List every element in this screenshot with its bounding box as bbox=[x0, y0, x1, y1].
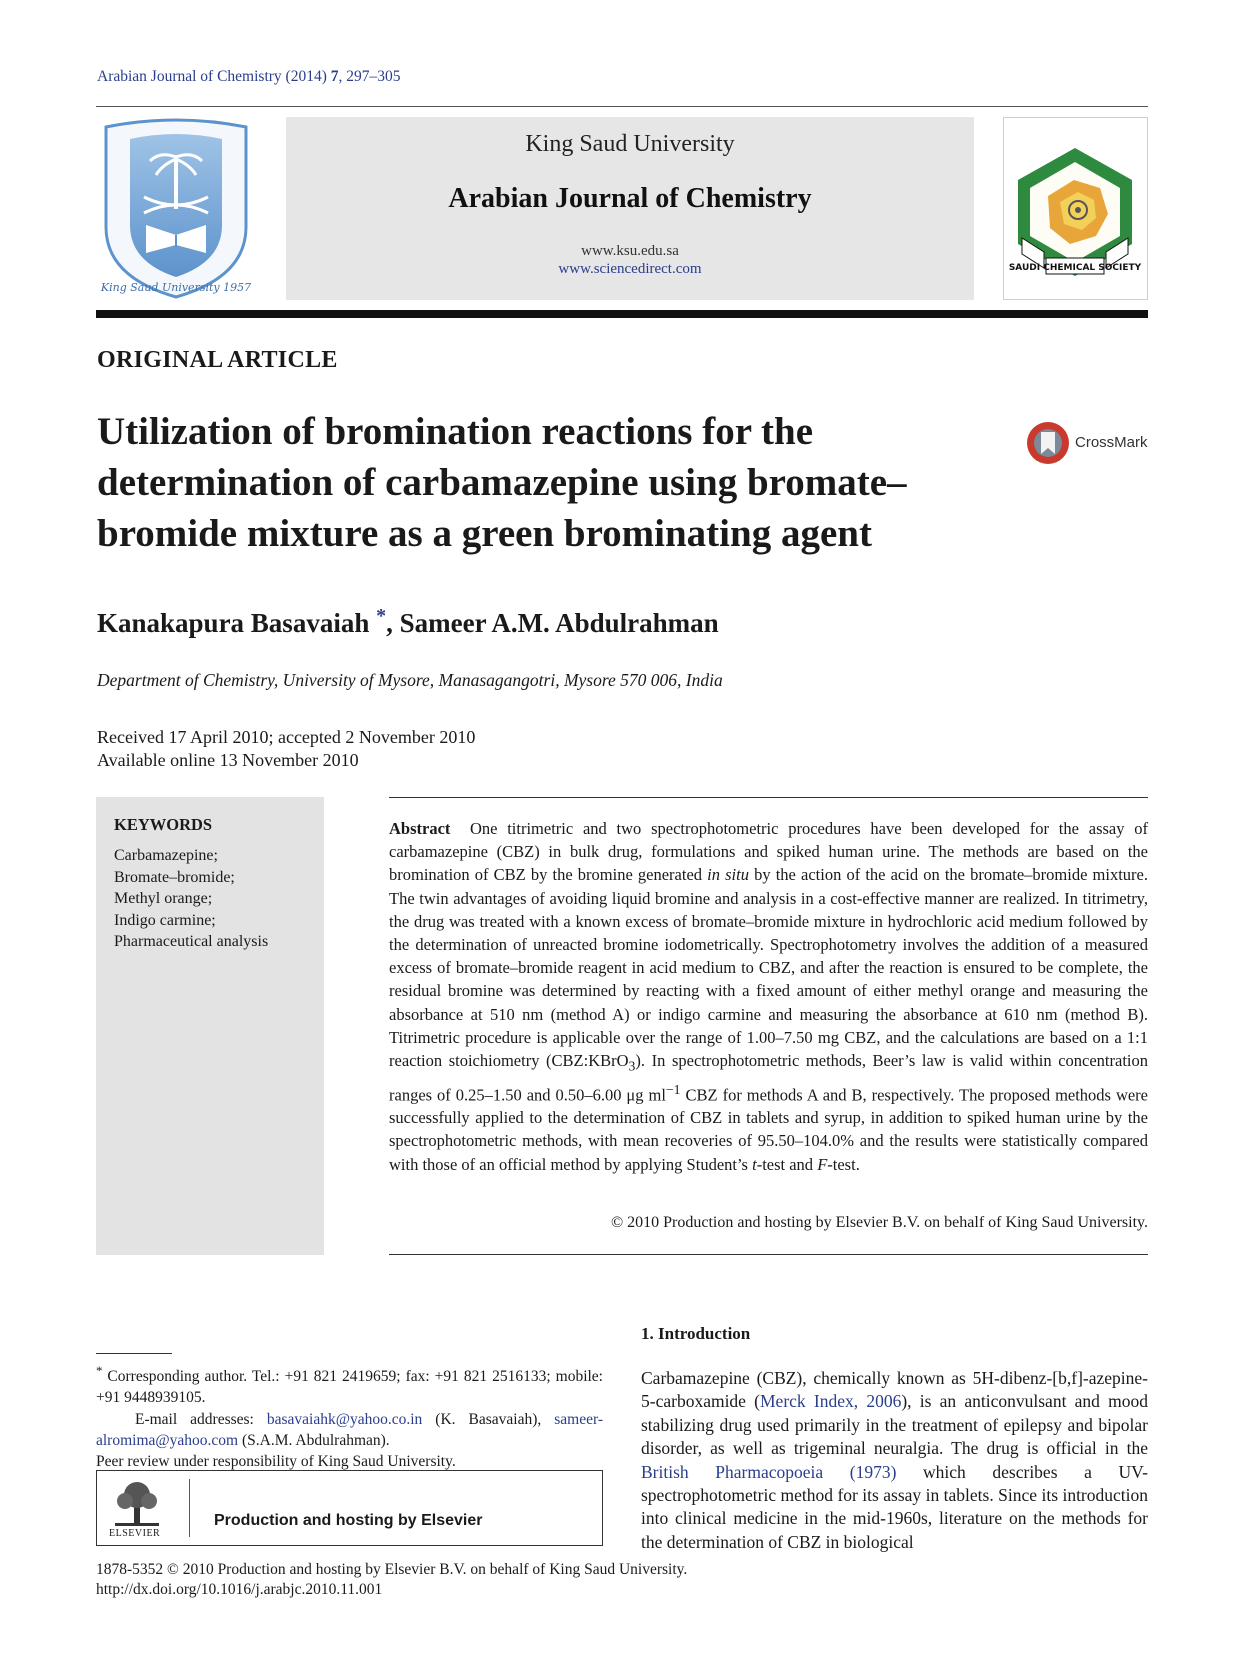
abstract-label: Abstract bbox=[389, 819, 451, 838]
abstract-rule-bottom bbox=[389, 1254, 1148, 1255]
reference-link[interactable]: Merck Index, 2006 bbox=[760, 1391, 902, 1412]
abstract-italic: t bbox=[752, 1154, 757, 1174]
abstract-rule-top bbox=[389, 797, 1148, 798]
intro-text: Carbamazepine (CBZ), chemically known as 5H-dibenz-[b,f]-azepine-5-carboxamide ( bbox=[641, 1368, 1148, 1412]
keywords-list bbox=[114, 845, 268, 953]
ksu-shield-icon bbox=[96, 117, 256, 301]
ksu-logo-text: King Saud University 1957 bbox=[100, 281, 252, 294]
journal-banner bbox=[286, 117, 974, 300]
doi-link[interactable]: http://dx.doi.org/10.1016/j.arabjc.2010.11.001 bbox=[96, 1581, 383, 1598]
sciencedirect-url-link[interactable]: www.sciencedirect.com bbox=[558, 261, 702, 277]
keyword-item: Pharmaceutical analysis bbox=[114, 933, 269, 950]
elsevier-production: Production and hosting by Elsevier bbox=[214, 1512, 483, 1529]
section-heading: 1. Introduction bbox=[641, 1324, 751, 1343]
journal-title: Arabian Journal of Chemistry bbox=[448, 183, 812, 214]
elsevier-tree-icon bbox=[111, 1479, 163, 1527]
keywords-heading: KEYWORDS bbox=[114, 815, 213, 834]
peer-review-note: Peer review under responsibility of King Saud University. bbox=[96, 1453, 456, 1471]
article-title: Utilization of bromination reactions for the determination of carbamazepine using bromate–bromide mixture as a green brominating agent bbox=[97, 410, 907, 555]
email-addresses bbox=[96, 1409, 603, 1452]
crossmark-icon bbox=[1025, 420, 1071, 466]
author-name: , Sameer A.M. Abdulrahman bbox=[386, 608, 719, 638]
abstract-italic: F bbox=[817, 1154, 828, 1174]
keywords-box bbox=[96, 797, 324, 1255]
header-rule bbox=[96, 106, 1148, 107]
page-footer bbox=[96, 1560, 996, 1600]
abstract-italic: in situ bbox=[707, 865, 749, 885]
journal-citation[interactable] bbox=[97, 68, 401, 86]
abstract-text: -test. bbox=[827, 1154, 860, 1174]
ksu-logo bbox=[96, 117, 256, 301]
abstract-text: ). In spectrophotometric methods, Beer’s law is valid within concentration ranges of 0.25–1.50 and 0.50–6.00 μg ml bbox=[389, 1051, 1148, 1105]
citation-volume: 7 bbox=[330, 68, 339, 85]
abstract-text: CBZ for methods A and B, respectively. The proposed methods were successfully applied to the determination of CBZ in tablets and syrup, in addition to spiked human urine by the spectrophotometric methods, with mean recoveries of 95.50–104.0% and the results were statistically compared with those of an official method by applying Student’s bbox=[389, 1085, 1148, 1174]
citation-journal: Arabian Journal of Chemistry (2014) bbox=[97, 68, 327, 85]
footnote-mark: * bbox=[96, 1363, 103, 1378]
received-date: Received 17 April 2010; accepted 2 November 2010 bbox=[97, 727, 476, 747]
ksu-url-link[interactable]: www.ksu.edu.sa bbox=[581, 243, 679, 259]
issn-line: 1878-5352 © 2010 Production and hosting by Elsevier B.V. on behalf of King Saud University. bbox=[96, 1561, 688, 1578]
university-name: King Saud University bbox=[525, 131, 735, 157]
email-link[interactable]: sameer-alromima@yahoo.com bbox=[96, 1410, 604, 1450]
crossmark-label[interactable]: CrossMark bbox=[1075, 434, 1148, 451]
elsevier-name: ELSEVIER bbox=[109, 1528, 161, 1539]
author-name: Kanakapura Basavaiah bbox=[97, 608, 370, 638]
reference-link[interactable]: British Pharmacopoeia (1973) bbox=[641, 1461, 897, 1482]
article-type: ORIGINAL ARTICLE bbox=[97, 347, 338, 373]
intro-text: ), is an anticonvulsant and mood stabilizing drug used primarily in the treatment of epilepsy and bipolar disorder, as well as trigeminal neuralgia. The drug is official in the bbox=[641, 1391, 1148, 1459]
abstract-text: -test and bbox=[756, 1154, 818, 1174]
keyword-item: Bromate–bromide; bbox=[114, 868, 235, 886]
corresponding-author-link[interactable]: * bbox=[376, 605, 387, 627]
keyword-item: Methyl orange; bbox=[114, 890, 213, 907]
abstract bbox=[389, 817, 1148, 1176]
intro-paragraph bbox=[641, 1367, 1148, 1554]
email-owner: (K. Basavaiah), bbox=[422, 1410, 555, 1428]
corresponding-author-note bbox=[96, 1360, 603, 1409]
available-date: Available online 13 November 2010 bbox=[97, 750, 359, 770]
elsevier-box bbox=[96, 1470, 603, 1546]
keyword-item: Indigo carmine; bbox=[114, 911, 216, 929]
footnote-rule bbox=[96, 1353, 172, 1354]
intro-text: which describes a UV-spectrophotometric method for its assay in tablets. Since its introduction into clinical medicine in the mid-1960s, literature on the methods for the determination of CBZ in biological bbox=[641, 1461, 1148, 1552]
abstract-superscript: −1 bbox=[665, 1081, 681, 1097]
footnote bbox=[96, 1360, 603, 1473]
abstract-copyright: © 2010 Production and hosting by Elsevier B.V. on behalf of King Saud University. bbox=[611, 1214, 1148, 1231]
email-prefix: E-mail addresses: bbox=[134, 1410, 267, 1428]
affiliation: Department of Chemistry, University of Mysore, Manasagangotri, Mysore 570 006, India bbox=[97, 670, 723, 690]
abstract-text: One titrimetric and two spectrophotometric procedures have been developed for the assay of carbamazepine (CBZ) in bulk drug, formulations and spiked human urine. The methods are based on the bromination of CBZ by the bromine generated bbox=[389, 819, 1148, 885]
chemical-society-icon bbox=[1004, 118, 1147, 299]
citation-pages: , 297–305 bbox=[338, 68, 401, 85]
elsevier-divider bbox=[189, 1479, 190, 1537]
footnote-contact: Corresponding author. Tel.: +91 821 2419659; fax: +91 821 2516133; mobile: +91 9448939105. bbox=[96, 1368, 603, 1407]
email-link[interactable]: basavaiahk@yahoo.co.in bbox=[266, 1410, 423, 1428]
email-owner: (S.A.M. Abdulrahman). bbox=[238, 1432, 390, 1450]
keyword-item: Carbamazepine; bbox=[114, 847, 218, 864]
article-dates bbox=[97, 726, 475, 772]
abstract-text: by the action of the acid on the bromate–bromide mixture. The twin advantages of avoiding liquid bromine and analysis in a cost-effective manner are realized. In titrimetry, the drug was treated with a known excess of bromate–bromide mixture in hydrochloric acid medium followed by the determination of unreacted bromine iodometrically. Spectrophotometry involves the addition of a measured excess of bromate–bromide reagent in acid medium to CBZ, and after the reaction is ensured to be complete, the residual bromine was determined by reacting with a fixed amount of either methyl orange and measuring the absorbance at 510 nm (method A) or indigo carmine and measuring the absorbance at 610 nm (method B). Titrimetric procedure is applicable over the range of 1.00–7.50 mg CBZ, and the calculations are based on a 1:1 reaction stoichiometry (CBZ:KBrO bbox=[389, 865, 1148, 1071]
abstract-subscript: 3 bbox=[628, 1058, 636, 1074]
chemical-society-logo bbox=[1003, 117, 1148, 300]
author-list bbox=[97, 605, 719, 639]
chemical-society-logo-text: SAUDI CHEMICAL SOCIETY bbox=[1008, 263, 1142, 273]
header-thick-rule bbox=[96, 310, 1148, 318]
